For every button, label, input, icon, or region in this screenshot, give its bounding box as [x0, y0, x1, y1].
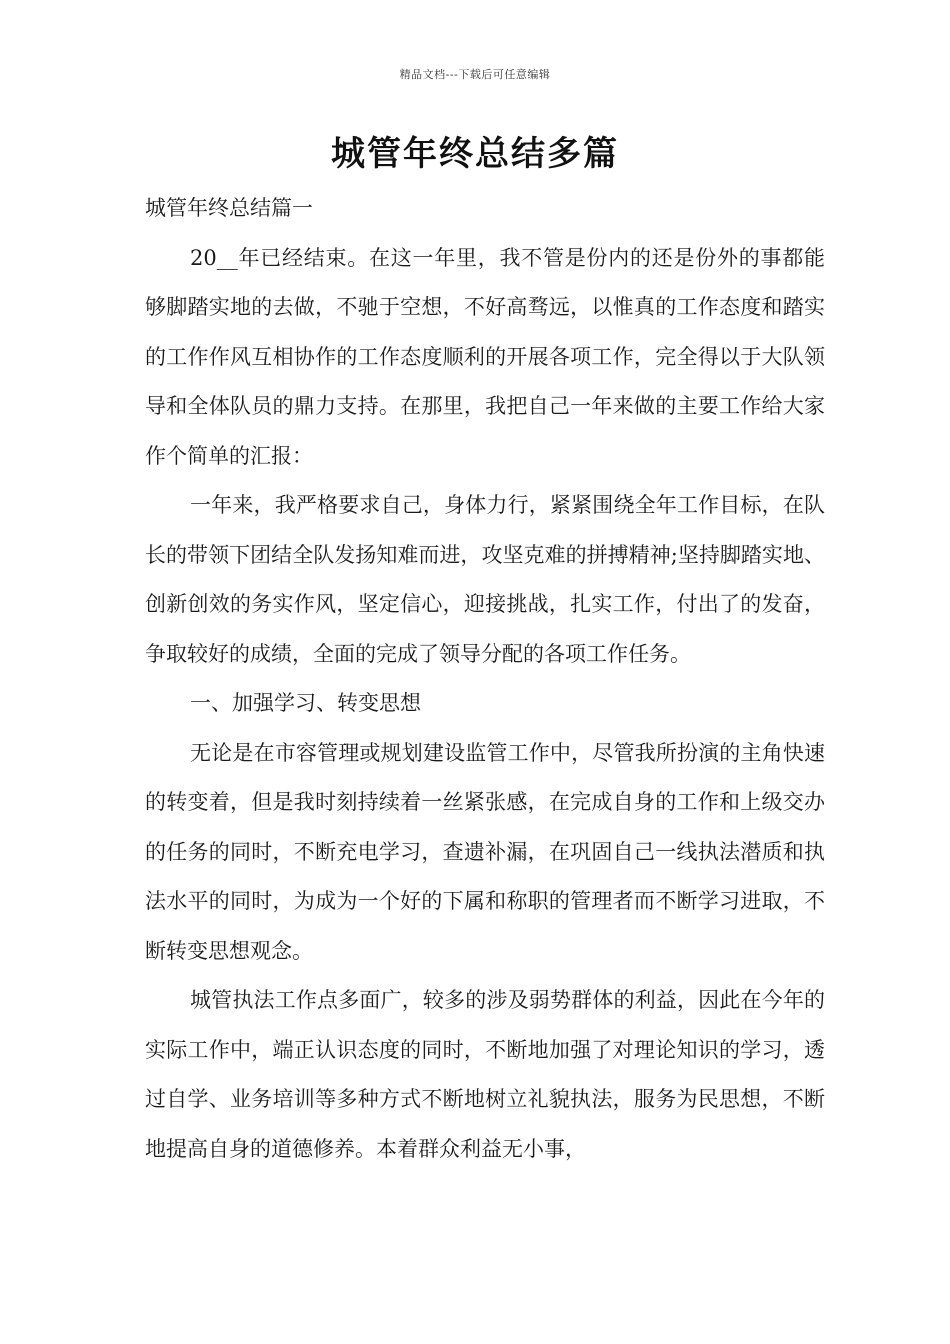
paragraph-1: 20__年已经结束。在这一年里，我不管是份内的还是份外的事都能够脚踏实地的去做，不驰于空想，不好高骛远，以惟真的工作态度和踏实的工作作风互相协作的工作态度顺利的开展各项工作，完全得以于大队领导和全体队员的鼎力支持。在那里，我把自己一年来做的主要工作给大家作个简单的汇报： — [145, 245, 825, 468]
paragraph-2: 一年来，我严格要求自己，身体力行，紧紧围绕全年工作目标，在队长的带领下团结全队发扬知难而进，攻坚克难的拼搏精神;坚持脚踏实地、创新创效的务实作风，坚定信心，迎接挑战，扎实工作，付出了的发奋，争取较好的成绩，全面的完成了领导分配的各项工作任务。 — [145, 493, 825, 666]
section-paragraph-2: 城管执法工作点多面广，较多的涉及弱势群体的利益，因此在今年的实际工作中，端正认识态度的同时，不断地加强了对理论知识的学习，透过自学、业务培训等多种方式不断地树立礼貌执法，服务为民思想，不断地提高自身的道德修养。本着群众利益无小事， — [145, 988, 825, 1161]
section-paragraph-1: 无论是在市容管理或规划建设监管工作中，尽管我所扮演的主角快速的转变着，但是我时刻持续着一丝紧张感，在完成自身的工作和上级交办的任务的同时，不断充电学习，查遗补漏，在巩固自己一线执法潜质和执法水平的同时，为成为一个好的下属和称职的管理者而不断学习进取，不断转变思想观念。 — [145, 740, 825, 963]
page-title: 城管年终总结多篇 — [331, 134, 619, 174]
header-note: 精品文档---下载后可任意编辑 — [399, 68, 551, 81]
section-heading: 一、加强学习、转变思想 — [190, 691, 421, 715]
document-body — [145, 184, 825, 1174]
subtitle: 城管年终总结篇一 — [145, 196, 313, 220]
